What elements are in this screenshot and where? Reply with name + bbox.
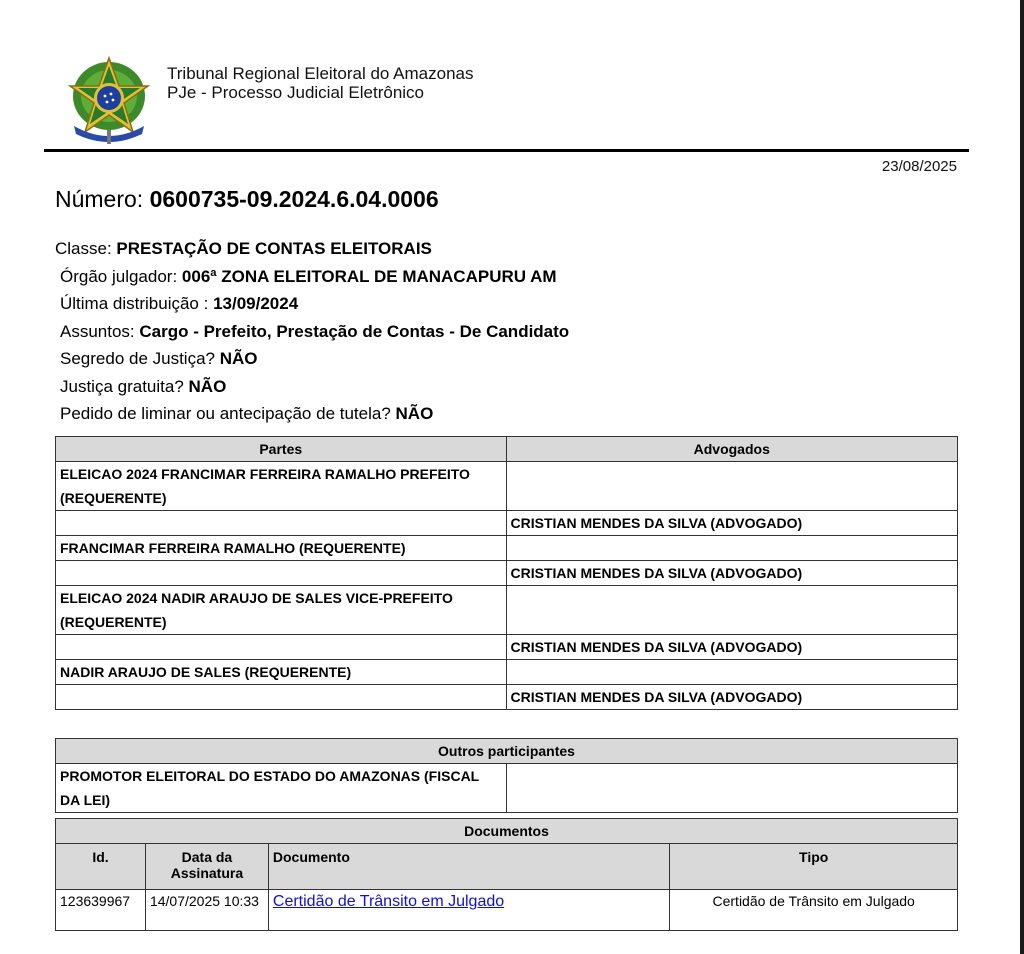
column-header-documento: Documento (268, 844, 669, 890)
info-label: Pedido de liminar ou antecipação de tutela? (60, 404, 396, 423)
table-row (56, 890, 958, 931)
parte-cell: ELEICAO 2024 NADIR ARAUJO DE SALES VICE-PREFEITO (REQUERENTE) (56, 586, 507, 635)
table-row (56, 660, 958, 685)
parte-cell (56, 561, 507, 586)
process-info (55, 237, 569, 430)
parte-cell (56, 635, 507, 660)
parte-cell (56, 511, 507, 536)
organization-name (167, 64, 474, 102)
brazil-coat-of-arms-icon (64, 54, 154, 146)
advogado-cell: CRISTIAN MENDES DA SILVA (ADVOGADO) (506, 561, 958, 586)
column-header-id: Id. (56, 844, 146, 890)
info-assuntos (55, 320, 569, 348)
info-pedido-liminar (55, 402, 569, 430)
info-label: Órgão julgador: (60, 266, 182, 286)
column-header-tipo: Tipo (670, 844, 958, 890)
info-label: Segredo de Justiça? (60, 349, 220, 368)
table-row (56, 536, 958, 561)
advogado-cell (506, 660, 958, 685)
header-divider (44, 149, 969, 152)
advogado-cell (506, 586, 958, 635)
org-title: Tribunal Regional Eleitoral do Amazonas (167, 64, 474, 83)
advogado-cell: CRISTIAN MENDES DA SILVA (ADVOGADO) (506, 685, 958, 710)
process-number-label: Número: (55, 186, 150, 212)
table-row (56, 685, 958, 710)
column-header-advogados: Advogados (506, 437, 958, 462)
document-link[interactable]: Certidão de Trânsito em Julgado (272, 893, 505, 910)
info-ultima-distribuicao (55, 292, 569, 320)
parte-cell: ELEICAO 2024 FRANCIMAR FERREIRA RAMALHO PREFEITO (REQUERENTE) (56, 462, 507, 511)
document-link-cell (268, 890, 669, 931)
info-label: Classe: (55, 239, 117, 258)
advogado-cell (506, 462, 958, 511)
info-segredo-justica (55, 347, 569, 375)
document-header (44, 52, 969, 150)
info-value: 006ª ZONA ELEITORAL DE MANACAPURU AM (181, 266, 557, 286)
table-row (56, 635, 958, 660)
partes-table (55, 436, 958, 710)
column-header-documentos: Documentos (56, 819, 958, 844)
info-value: NÃO (219, 349, 258, 368)
parte-cell: NADIR ARAUJO DE SALES (REQUERENTE) (56, 660, 507, 685)
info-value: NÃO (395, 404, 434, 423)
table-row (56, 764, 958, 813)
parte-cell: PROMOTOR ELEITORAL DO ESTADO DO AMAZONAS (FISCAL DA LEI) (56, 764, 507, 813)
info-label: Assuntos: (60, 321, 140, 341)
advogado-cell: CRISTIAN MENDES DA SILVA (ADVOGADO) (506, 635, 958, 660)
document-id: 123639967 (56, 890, 146, 931)
table-row (56, 561, 958, 586)
info-value: PRESTAÇÃO DE CONTAS ELEITORAIS (116, 239, 432, 258)
advogado-cell (506, 536, 958, 561)
info-value: Cargo - Prefeito, Prestação de Contas - De Candidato (139, 321, 570, 341)
column-header-data-assinatura: Data da Assinatura (145, 844, 268, 890)
info-classe (55, 237, 569, 265)
document-type: Certidão de Trânsito em Julgado (670, 890, 958, 931)
table-row (56, 462, 958, 511)
table-row (56, 511, 958, 536)
table-row (56, 586, 958, 635)
info-value: 13/09/2024 (213, 294, 299, 313)
generation-date: 23/08/2025 (881, 158, 957, 175)
info-justica-gratuita (55, 375, 569, 403)
column-header-outros-participantes: Outros participantes (56, 739, 958, 764)
parte-cell: FRANCIMAR FERREIRA RAMALHO (REQUERENTE) (56, 536, 507, 561)
document-signature-date: 14/07/2025 10:33 (145, 890, 268, 931)
info-value: NÃO (188, 376, 227, 396)
info-label: Justiça gratuita? (60, 376, 189, 396)
process-number-value: 0600735-09.2024.6.04.0006 (149, 186, 439, 212)
documentos-table (55, 818, 958, 931)
info-label: Última distribuição : (60, 294, 214, 313)
advogado-cell: CRISTIAN MENDES DA SILVA (ADVOGADO) (506, 511, 958, 536)
advogado-cell (506, 764, 957, 813)
process-number (55, 186, 439, 213)
parte-cell (56, 685, 507, 710)
org-subtitle: PJe - Processo Judicial Eletrônico (167, 83, 425, 102)
window-edge-scrollbar (1020, 0, 1024, 954)
column-header-partes: Partes (56, 437, 507, 462)
info-orgao-julgador (55, 265, 569, 293)
outros-participantes-table (55, 738, 958, 813)
